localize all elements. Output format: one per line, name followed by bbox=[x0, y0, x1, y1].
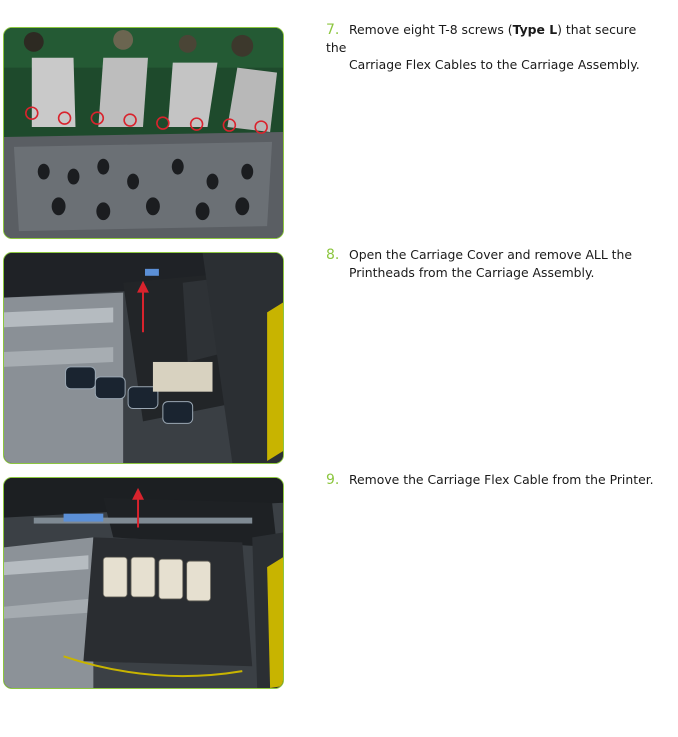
screw-type-label: Type L bbox=[512, 22, 558, 37]
step-8 bbox=[326, 246, 656, 281]
step7-photo bbox=[3, 27, 284, 239]
step-9 bbox=[326, 471, 656, 489]
step9-photo bbox=[3, 477, 284, 689]
step8-photo bbox=[3, 252, 284, 464]
step-text-line2: Printheads from the Carriage Assembly. bbox=[349, 265, 595, 280]
step-number: 8. bbox=[326, 247, 340, 263]
step-text-line2: Carriage Flex Cables to the Carriage Assembly. bbox=[349, 57, 640, 72]
step-number: 9. bbox=[326, 472, 340, 488]
step-text-line1: Remove the Carriage Flex Cable from the Printer. bbox=[349, 472, 654, 487]
step-number: 7. bbox=[326, 22, 340, 38]
step-text-line1: Remove eight T-8 screws (Type L) that secure the bbox=[326, 22, 637, 55]
step-text-line1: Open the Carriage Cover and remove ALL the bbox=[349, 247, 632, 262]
step-7 bbox=[326, 21, 656, 73]
